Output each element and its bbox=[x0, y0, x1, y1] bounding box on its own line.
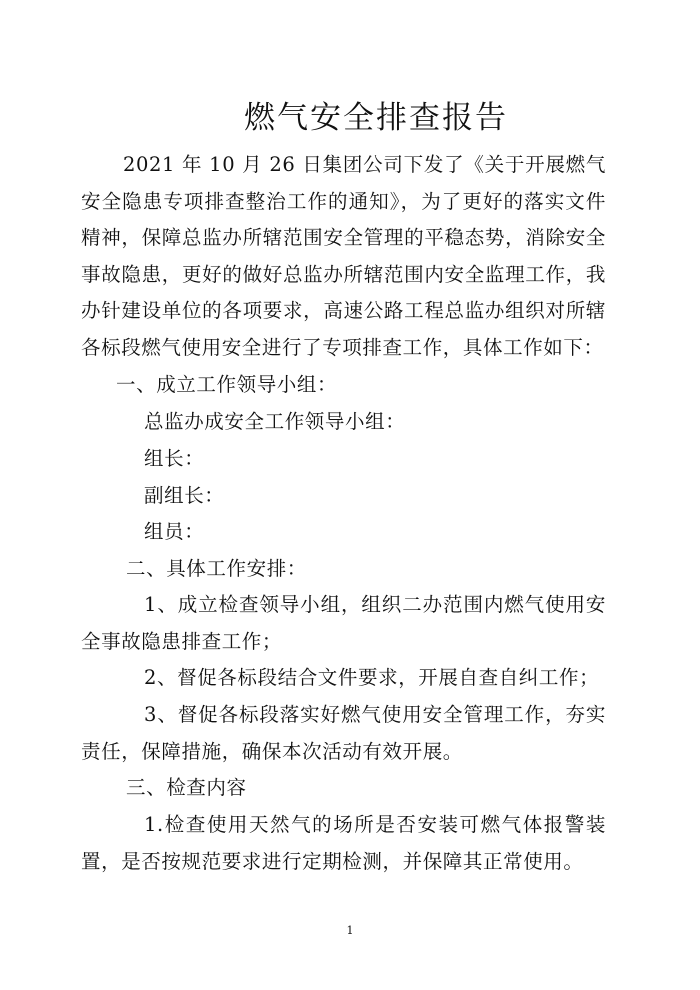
section2-item3: 3、督促各标段落实好燃气使用安全管理工作，夯实责任，保障措施，确保本次活动有效开展。 bbox=[81, 703, 606, 763]
document-title: 燃气安全排查报告 bbox=[244, 100, 508, 136]
section2-heading: 二、具体工作安排： bbox=[126, 557, 307, 580]
leader-line: 组长： bbox=[144, 447, 205, 470]
section3-heading: 三、检查内容 bbox=[126, 776, 247, 799]
group-title: 总监办成安全工作领导小组： bbox=[144, 410, 406, 433]
page-number: 1 bbox=[346, 924, 354, 937]
members-line: 组员： bbox=[144, 520, 205, 543]
deputy-line: 副组长： bbox=[144, 484, 225, 507]
intro-paragraph: 2021 年 10 月 26 日集团公司下发了《关于开展燃气安全隐患专项排查整治工作的通知》，为了更好的落实文件精神，保障总监办所辖范围安全管理的平稳态势，消除安全事故隐患，更好的做好总监办所辖范围内安全监理工作，我办针建设单位的各项要求，高速公路工程总监办组织对所辖各标段燃气使用安全进行了专项排查工作，具体工作如下： bbox=[81, 153, 606, 359]
section1-heading: 一、成立工作领导小组： bbox=[116, 373, 338, 396]
section2-item2: 2、督促各标段结合文件要求，开展自查自纠工作； bbox=[144, 666, 600, 689]
section3-item1: 1.检查使用天然气的场所是否安装可燃气体报警装置，是否按规范要求进行定期检测，并保障其正常使用。 bbox=[81, 813, 606, 873]
section2-item1: 1、成立检查领导小组，组织二办范围内燃气使用安全事故隐患排查工作； bbox=[81, 593, 606, 653]
